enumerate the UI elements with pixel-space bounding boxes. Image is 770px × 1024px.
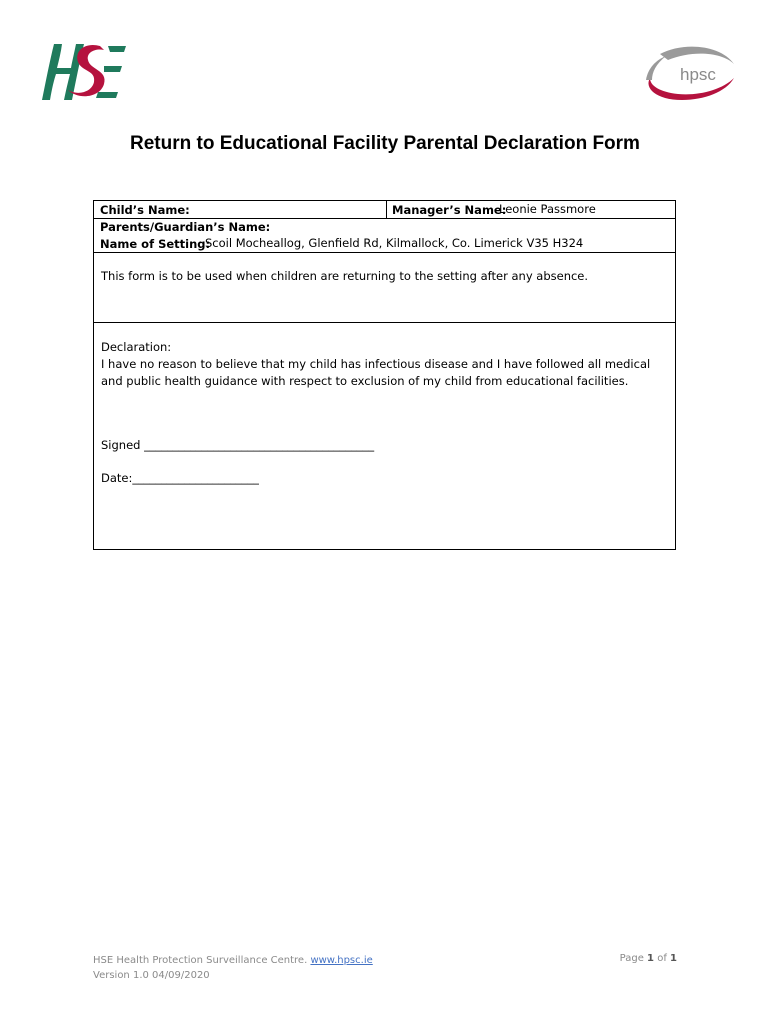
page-of: of [657,953,667,964]
form-row-setting [94,235,675,253]
hpsc-logo [642,44,738,102]
page-title: Return to Educational Facility Parental Declaration Form [130,133,640,154]
declaration-form [93,200,676,550]
date-field[interactable]: Date:______________________ [101,471,259,485]
footer-org: HSE Health Protection Surveillance Centre. [93,955,308,966]
signed-field[interactable]: Signed ________________________________________ [101,438,375,452]
parents-label: Parents/Guardian’s Name: [100,220,271,234]
footer-left [93,953,373,983]
manager-name-label: Manager’s Name: [392,203,507,217]
form-row-declaration [94,322,675,549]
manager-name-field[interactable]: Leonie Passmore [499,202,596,216]
page-current: 1 [647,953,655,964]
page-total: 1 [670,953,677,964]
declaration-line-1: I have no reason to believe that my child has infectious disease and I have followed all medical [101,357,651,371]
child-name-label: Child’s Name: [100,203,190,217]
page-number [620,953,677,964]
footer-link[interactable]: www.hpsc.ie [310,955,373,966]
declaration-line-2: and public health guidance with respect to exclusion of my child from educational facilities. [101,374,629,388]
hpsc-logo-text: hpsc [680,65,716,84]
setting-field[interactable]: Scoil Mocheallog, Glenfield Rd, Kilmallock, Co. Limerick V35 H324 [205,236,584,250]
form-row-intro [94,252,675,323]
form-row-names [94,201,675,219]
declaration-heading: Declaration: [101,340,172,354]
footer-version: Version 1.0 04/09/2020 [93,970,210,981]
page-prefix: Page [619,953,644,964]
intro-text: This form is to be used when children are returning to the setting after any absence. [101,269,589,283]
column-divider [386,201,387,218]
form-row-parents [94,218,675,235]
setting-label: Name of Setting: [100,237,211,251]
hse-logo [38,40,128,104]
